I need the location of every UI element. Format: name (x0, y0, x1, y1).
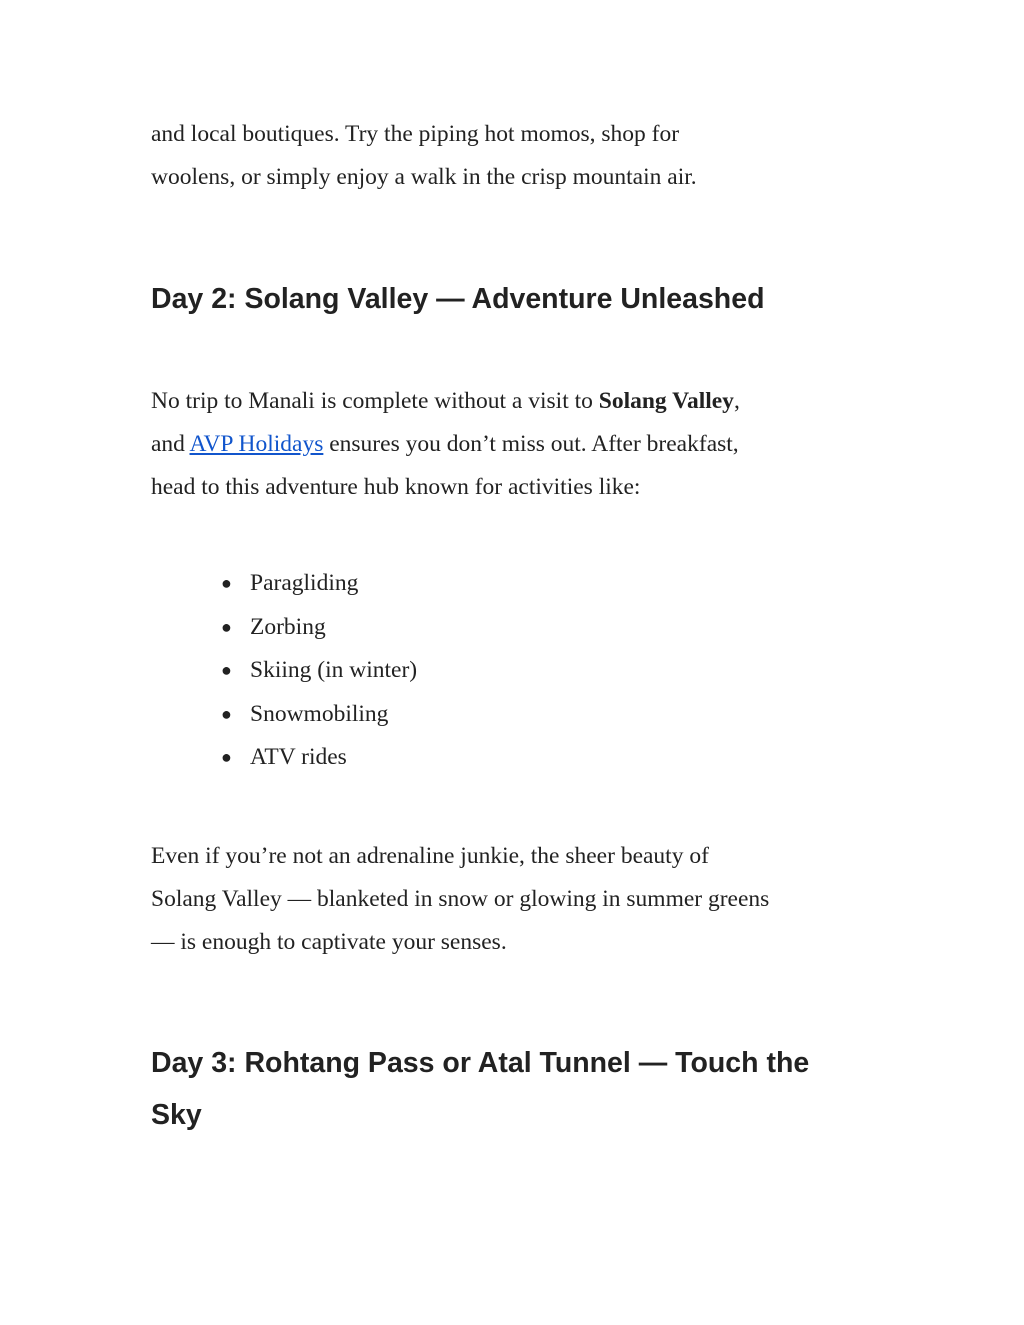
list-item (221, 649, 417, 693)
bullet-icon: ● (221, 573, 232, 593)
activity-label: Zorbing (250, 613, 326, 640)
bullet-icon: ● (221, 703, 232, 724)
day2-p2-line-2: Solang Valley — blanketed in snow or glowing in summer greens (151, 886, 770, 912)
day2-p1-text-3: and (151, 431, 190, 457)
day2-p2-line-3: — is enough to captivate your senses. (151, 929, 507, 955)
avp-holidays-link[interactable]: AVP Holidays (189, 431, 324, 457)
activity-label: Skiing (in winter) (250, 657, 418, 683)
day2-p1-text-5: head to this adventure hub known for activities like: (151, 474, 641, 500)
day2-p2-line-1: Even if you’re not an adrenaline junkie, the sheer beauty of (151, 843, 709, 869)
activity-label: Snowmobiling (250, 700, 389, 727)
day3-heading (151, 1037, 881, 1141)
day2-heading: Day 2: Solang Valley — Adventure Unleashed (151, 283, 765, 315)
day2-paragraph-2 (151, 835, 881, 964)
bullet-icon: ● (221, 660, 232, 680)
list-item (221, 562, 417, 606)
intro-paragraph (151, 113, 881, 199)
day2-p1-text-1: No trip to Manali is complete without a visit to (151, 388, 599, 414)
day2-paragraph-1 (151, 380, 881, 509)
solang-valley-bold: Solang Valley (598, 388, 734, 414)
day3-heading-line-2: Sky (151, 1099, 202, 1131)
bullet-icon: ● (221, 747, 232, 767)
list-item (221, 736, 417, 780)
list-item (221, 606, 417, 650)
activity-label: ATV rides (250, 744, 347, 770)
day3-heading-line-1: Day 3: Rohtang Pass or Atal Tunnel — Touch the (151, 1047, 810, 1079)
activity-label: Paragliding (250, 570, 359, 596)
activities-list (221, 562, 417, 780)
day2-p1-text-2: , (733, 388, 740, 414)
intro-line-2: woolens, or simply enjoy a walk in the crisp mountain air. (151, 164, 697, 190)
day2-p1-text-4: ensures you don’t miss out. After breakfast, (323, 431, 739, 457)
intro-line-1: and local boutiques. Try the piping hot momos, shop for (151, 121, 680, 147)
list-item (221, 693, 417, 737)
bullet-icon: ● (221, 616, 232, 637)
